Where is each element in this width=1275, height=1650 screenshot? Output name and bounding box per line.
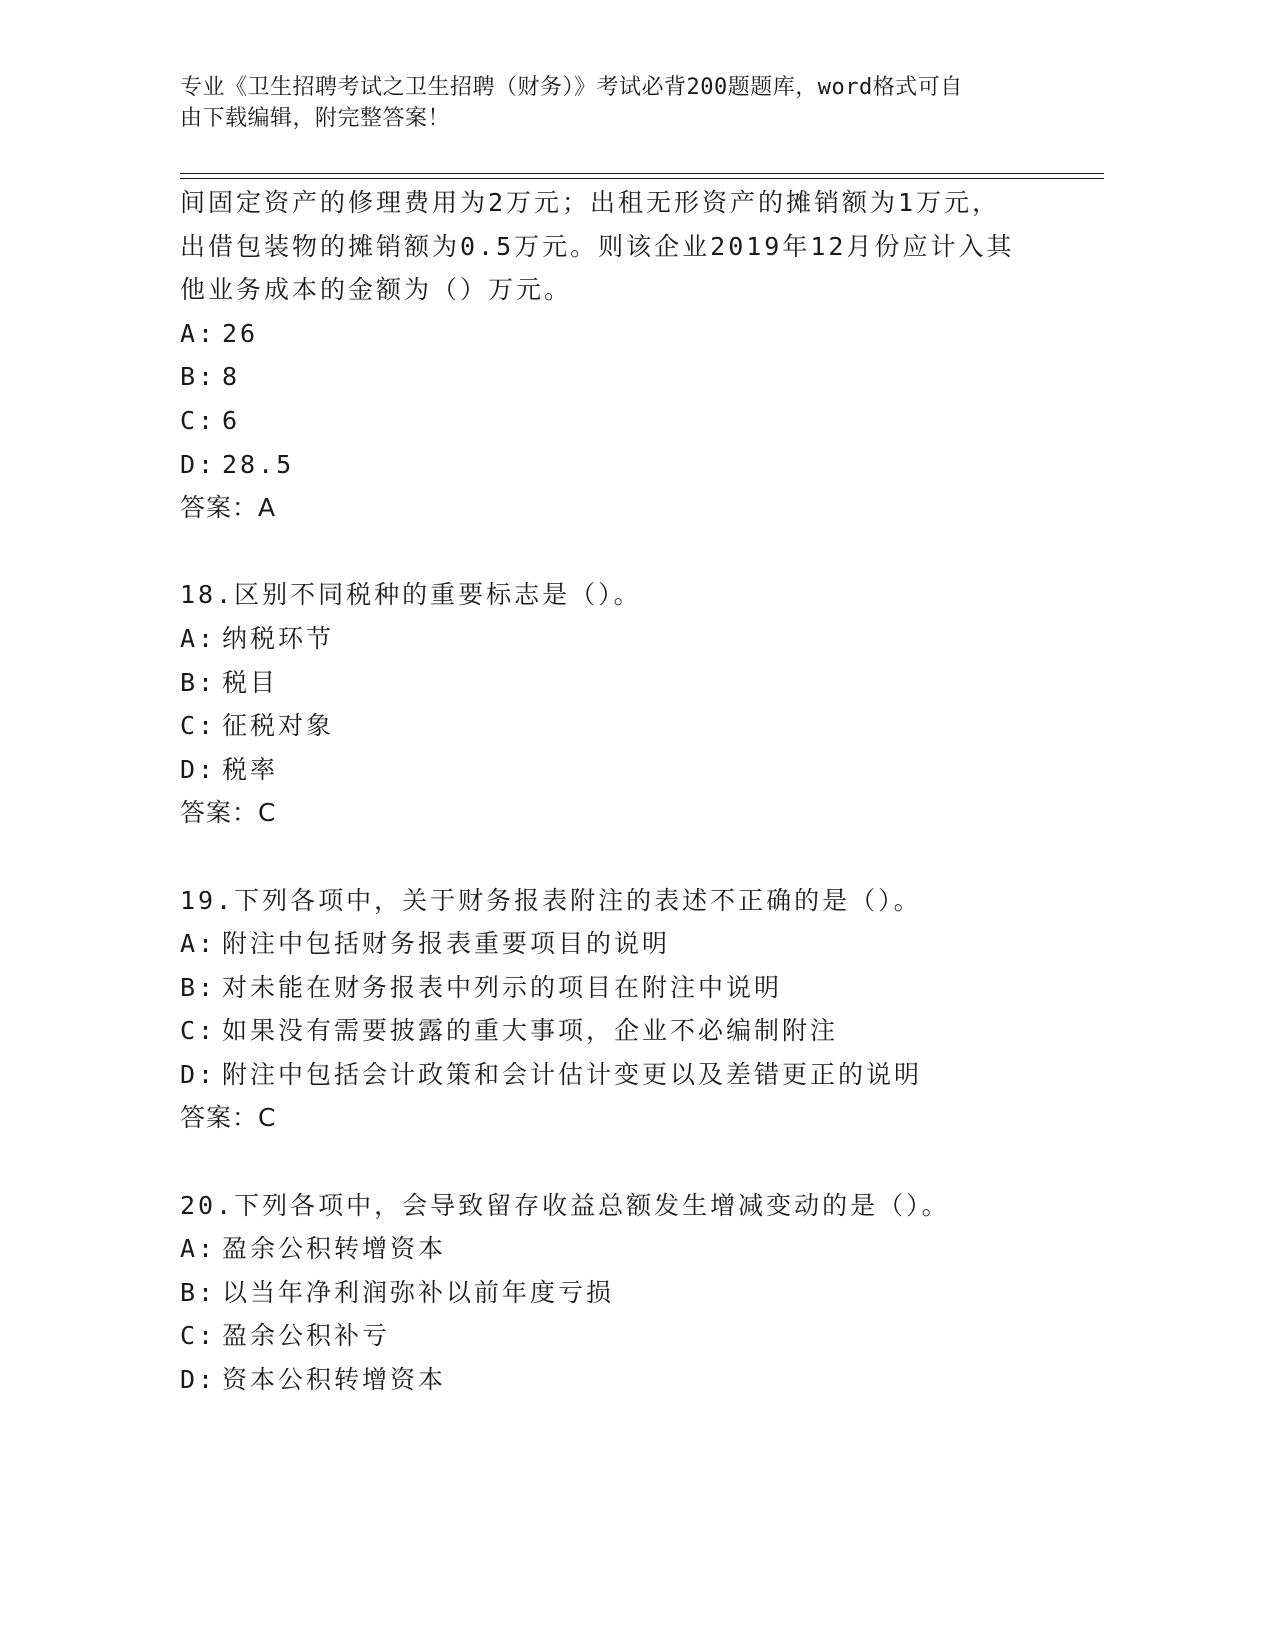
question-stem: 18.区别不同税种的重要标志是（）。 <box>180 580 642 610</box>
question-stem-line: 间固定资产的修理费用为2万元；出租无形资产的摊销额为1万元， <box>180 188 1001 217</box>
option-text: 以当年净利润弥补以前年度亏损 <box>222 1277 615 1307</box>
option-label: A: <box>180 929 217 959</box>
option-text: 6 <box>222 405 241 435</box>
option-d <box>180 1053 1080 1097</box>
option-a <box>180 312 1080 356</box>
option-text: 盈余公积转增资本 <box>222 1234 447 1264</box>
question-18 <box>180 573 1080 835</box>
option-label: A: <box>180 318 217 348</box>
header-rule-bottom <box>180 178 1104 179</box>
option-text: 28.5 <box>222 449 295 479</box>
option-text: 盈余公积补亏 <box>222 1321 391 1351</box>
option-text: 8 <box>222 362 241 392</box>
option-text: 纳税环节 <box>222 623 335 653</box>
spacer <box>180 835 1080 879</box>
answer-line: 答案：A <box>180 493 277 523</box>
option-c <box>180 399 1080 443</box>
option-text: 税率 <box>222 754 279 784</box>
option-label: B: <box>180 667 217 697</box>
option-label: C: <box>180 1016 217 1046</box>
option-a <box>180 1227 1080 1271</box>
question-20 <box>180 1184 1080 1402</box>
option-label: D: <box>180 754 217 784</box>
option-label: C: <box>180 405 217 435</box>
option-label: A: <box>180 1234 217 1264</box>
question-body <box>180 181 1080 1402</box>
option-text: 附注中包括会计政策和会计估计变更以及差错更正的说明 <box>222 1059 923 1089</box>
option-label: D: <box>180 1365 217 1395</box>
option-text: 如果没有需要披露的重大事项，企业不必编制附注 <box>222 1016 839 1046</box>
option-a <box>180 922 1080 966</box>
question-stem-line: 出借包装物的摊销额为0.5万元。则该企业2019年12月份应计入其 <box>180 231 1015 261</box>
option-c <box>180 704 1080 748</box>
option-label: D: <box>180 1059 217 1089</box>
option-text: 征税对象 <box>222 711 335 741</box>
question-stem: 20.下列各项中，会导致留存收益总额发生增减变动的是（）。 <box>180 1190 950 1220</box>
option-label: C: <box>180 711 217 741</box>
option-label: A: <box>180 623 217 653</box>
option-b <box>180 355 1080 399</box>
question-stem: 19.下列各项中，关于财务报表附注的表述不正确的是（）。 <box>180 885 922 915</box>
option-text: 资本公积转增资本 <box>222 1365 447 1395</box>
spacer <box>180 530 1080 574</box>
question-stem-line: 他业务成本的金额为（）万元。 <box>180 275 573 305</box>
option-label: D: <box>180 449 217 479</box>
option-a <box>180 617 1080 661</box>
option-b <box>180 661 1080 705</box>
option-b <box>180 966 1080 1010</box>
option-text: 税目 <box>222 667 279 697</box>
question-17-continued <box>180 181 1080 530</box>
option-text: 26 <box>222 318 259 348</box>
option-c <box>180 1314 1080 1358</box>
option-text: 附注中包括财务报表重要项目的说明 <box>222 929 671 959</box>
option-label: B: <box>180 362 217 392</box>
option-d <box>180 748 1080 792</box>
answer-line: 答案：C <box>180 798 277 828</box>
option-text: 对未能在财务报表中列示的项目在附注中说明 <box>222 972 783 1002</box>
header-rule-top <box>180 173 1104 174</box>
option-c <box>180 1009 1080 1053</box>
page-header <box>180 72 1060 134</box>
option-d <box>180 443 1080 487</box>
option-label: C: <box>180 1321 217 1351</box>
header-line-1: 专业《卫生招聘考试之卫生招聘（财务）》考试必背200题题库，word格式可自 <box>180 75 963 100</box>
question-19 <box>180 879 1080 1141</box>
header-line-2: 由下载编辑，附完整答案！ <box>180 106 451 131</box>
spacer <box>180 1140 1080 1184</box>
option-label: B: <box>180 972 217 1002</box>
option-d <box>180 1358 1080 1402</box>
option-b <box>180 1271 1080 1315</box>
option-label: B: <box>180 1277 217 1307</box>
answer-line: 答案：C <box>180 1103 277 1133</box>
